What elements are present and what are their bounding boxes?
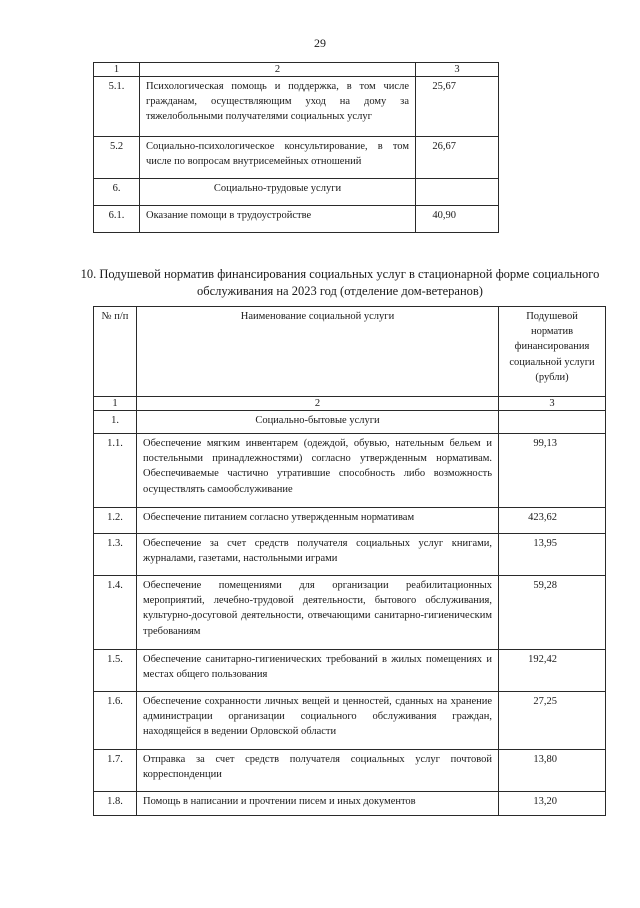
column-number: 1 [94, 63, 140, 77]
row-number: 1.2. [94, 508, 137, 534]
service-name: Обеспечение за счет средств получателя социальных услуг книгами, журналами, газетами, настольными играми [137, 534, 499, 576]
section-row [94, 411, 606, 434]
table-row [94, 792, 606, 816]
table-row [94, 534, 606, 576]
table-row [94, 692, 606, 750]
table-row [94, 77, 499, 137]
table-row [94, 576, 606, 650]
service-name: Обеспечение мягким инвентарем (одеждой, обувью, нательным бельем и постельными принадлежностями) согласно утвержденным нормативам. Обеспечиваемые частично утратившие способность либо возможность осуществлять самообслуживание [137, 434, 499, 508]
header-num: № п/п [94, 307, 137, 397]
column-number-row [94, 397, 606, 411]
table-row [94, 434, 606, 508]
table-row [94, 750, 606, 792]
column-number: 1 [94, 397, 137, 411]
service-name: Обеспечение санитарно-гигиенических требований в жилых помещениях и местах общего пользования [137, 650, 499, 692]
section-row [94, 179, 499, 206]
header-value: Подушевой норматив финансирования социальной услуги (рубли) [499, 307, 606, 397]
row-number: 1.1. [94, 434, 137, 508]
table-row [94, 206, 499, 233]
service-value: 13,80 [499, 750, 606, 792]
row-number: 5.1. [94, 77, 140, 137]
section-name: Социально-бытовые услуги [137, 411, 499, 434]
services-norm-table [93, 306, 606, 816]
row-number: 1.6. [94, 692, 137, 750]
service-name: Обеспечение сохранности личных вещей и ценностей, сданных на хранение администрации организации социального обслуживания граждан, находящейся в ведении Орловской области [137, 692, 499, 750]
service-value: 59,28 [499, 576, 606, 650]
service-value: 192,42 [499, 650, 606, 692]
service-name: Оказание помощи в трудоустройстве [140, 206, 416, 233]
row-number: 1.5. [94, 650, 137, 692]
column-number: 2 [140, 63, 416, 77]
service-value: 423,62 [499, 508, 606, 534]
row-number: 1.8. [94, 792, 137, 816]
services-table-continued [93, 62, 499, 233]
service-value: 13,20 [499, 792, 606, 816]
table-row [94, 508, 606, 534]
section-heading: 10. Подушевой норматив финансирования социальных услуг в стационарной форме социального обслуживания на 2023 год (отделение дом-ветеранов) [80, 267, 600, 298]
row-number: 1.4. [94, 576, 137, 650]
section-name: Социально-трудовые услуги [140, 179, 416, 206]
service-name: Социально-психологическое консультирование, в том числе по вопросам внутрисемейных отношений [140, 137, 416, 179]
row-number: 6. [94, 179, 140, 206]
service-value: 27,25 [499, 692, 606, 750]
service-value [499, 411, 606, 434]
service-name: Помощь в написании и прочтении писем и иных документов [137, 792, 499, 816]
service-value: 13,95 [499, 534, 606, 576]
table-row [94, 137, 499, 179]
service-value: 40,90 [416, 206, 499, 233]
row-number: 5.2 [94, 137, 140, 179]
service-name: Обеспечение питанием согласно утвержденным нормативам [137, 508, 499, 534]
column-number-row [94, 63, 499, 77]
column-number: 3 [416, 63, 499, 77]
column-number: 3 [499, 397, 606, 411]
header-name: Наименование социальной услуги [137, 307, 499, 397]
row-number: 1.7. [94, 750, 137, 792]
service-name: Отправка за счет средств получателя социальных услуг почтовой корреспонденции [137, 750, 499, 792]
column-number: 2 [137, 397, 499, 411]
page-number: 29 [314, 36, 326, 50]
table-row [94, 650, 606, 692]
service-value: 25,67 [416, 77, 499, 137]
row-number: 6.1. [94, 206, 140, 233]
service-value: 99,13 [499, 434, 606, 508]
service-value [416, 179, 499, 206]
service-name: Обеспечение помещениями для организации реабилитационных мероприятий, лечебно-трудовой деятельности, бытового обслуживания, культурно-досуговой деятельности, отвечающими санитарно-гигиеническим требованиям [137, 576, 499, 650]
service-value: 26,67 [416, 137, 499, 179]
header-row [94, 307, 606, 397]
row-number: 1.3. [94, 534, 137, 576]
row-number: 1. [94, 411, 137, 434]
service-name: Психологическая помощь и поддержка, в том числе гражданам, осуществляющим уход на дому за тяжелобольными получателями социальных услуг [140, 77, 416, 137]
